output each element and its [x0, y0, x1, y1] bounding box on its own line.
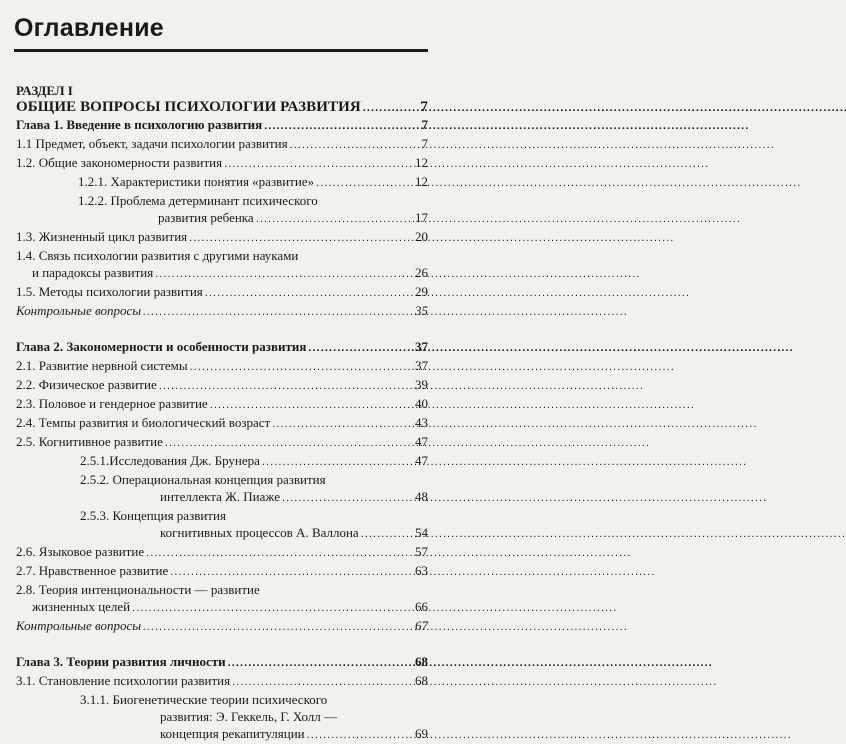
leader-dots [143, 304, 413, 321]
page-number: 20 [415, 229, 428, 244]
page-number: 39 [415, 377, 428, 392]
page-number: 26 [415, 265, 428, 280]
leader-dots [262, 454, 413, 471]
page-number: 7 [421, 136, 428, 151]
toc-subentry[interactable]: 2.5.3. Концепция развития когнитивных процессов А. Валлона . . . 54 [16, 507, 428, 543]
toc-chapter-3[interactable] [16, 653, 428, 672]
section-label: РАЗДЕЛ I [16, 83, 73, 98]
toc-entry[interactable]: 2.5. Когнитивное развитие . . . 47 [16, 433, 428, 452]
leader-dots [307, 727, 413, 744]
chapter-title: Глава 2. Закономерности и особенности развития [16, 339, 307, 354]
leader-dots [361, 526, 413, 543]
leader-dots [256, 211, 413, 228]
page-number: 57 [415, 544, 428, 559]
toc-entry[interactable]: 2.3. Половое и гендерное развитие . . . 40 [16, 395, 428, 414]
toc-entry[interactable]: 1.5. Методы психологии развития . . . 29 [16, 283, 428, 302]
toc-questions[interactable]: Контрольные вопросы . . . 35 [16, 302, 428, 321]
leader-dots [146, 545, 413, 562]
page-number: 68 [415, 673, 428, 688]
toc-subentry[interactable]: 2.5.2. Операциональная концепция развития интеллекта Ж. Пиаже . . . 48 [16, 471, 428, 507]
leader-dots [132, 600, 413, 617]
toc-entry[interactable]: 2.1. Развитие нервной системы . . . 37 [16, 357, 428, 376]
leader-dots [232, 674, 413, 691]
toc-questions[interactable]: Контрольные вопросы . . . 67 [16, 617, 428, 636]
toc-entry[interactable]: 1.2. Общие закономерности развития . . . 12 [16, 154, 428, 173]
page-number: 48 [415, 489, 428, 504]
toc-entry[interactable]: 2.6. Языковое развитие . . . 57 [16, 543, 428, 562]
page-number: 54 [415, 525, 428, 540]
toc-chapter-1[interactable] [16, 116, 428, 135]
leader-dots [190, 359, 413, 376]
page-number: 69 [415, 726, 428, 741]
page-number: 7 [421, 117, 428, 132]
toc-entry[interactable]: 1.4. Связь психологии развития с другими науками и парадоксы развития . . . 26 [16, 247, 428, 283]
leader-dots [159, 378, 413, 395]
page-number: 47 [415, 434, 428, 449]
page-number: 66 [415, 599, 428, 614]
toc-entry[interactable]: 2.8. Теория интенциональности — развитие жизненных целей . . . 66 [16, 581, 428, 617]
page-number: 40 [415, 396, 428, 411]
toc-subentry[interactable]: 1.2.1. Характеристики понятия «развитие» . . . 12 [16, 173, 428, 192]
leader-dots [210, 397, 413, 414]
page-number: 37 [415, 339, 428, 354]
toc-section-entry[interactable] [16, 99, 428, 116]
table-of-contents [16, 83, 428, 744]
chapter-title: Глава 1. Введение в психологию развития [16, 117, 263, 132]
toc-entry[interactable]: 2.2. Физическое развитие . . . 39 [16, 376, 428, 395]
page-number: 12 [415, 155, 428, 170]
toc-subentry[interactable]: 1.2.2. Проблема детерминант психического развития ребенка . . . 17 [16, 192, 428, 228]
leader-dots [282, 490, 413, 507]
title-underline [14, 49, 428, 52]
toc-subentry[interactable]: 2.5.1.Исследования Дж. Брунера . . . 47 [16, 452, 428, 471]
page-number: 43 [415, 415, 428, 430]
leader-dots [170, 564, 413, 581]
leader-dots [155, 266, 413, 283]
toc-entry[interactable]: 1.1 Предмет, объект, задачи психологии развития . . . 7 [16, 135, 428, 154]
toc-entry[interactable]: 3.1. Становление психологии развития . . . 68 [16, 672, 428, 691]
page-number: 35 [415, 303, 428, 318]
section-name: ОБЩИЕ ВОПРОСЫ ПСИХОЛОГИИ РАЗВИТИЯ [16, 99, 361, 115]
leader-dots [363, 102, 419, 114]
leader-dots [205, 285, 413, 302]
toc-entry[interactable]: 2.7. Нравственное развитие . . . 63 [16, 562, 428, 581]
chapter-title: Глава 3. Теории развития личности [16, 654, 226, 669]
toc-subentry[interactable]: 3.1.1. Биогенетические теории психического развития: Э. Геккель, Г. Холл — концепция рекапитуляции . . . 69 [16, 691, 428, 744]
leader-dots [189, 230, 413, 247]
toc-entry[interactable]: 1.3. Жизненный цикл развития . . . 20 [16, 228, 428, 247]
leader-dots [143, 619, 413, 636]
page-title: Оглавление [14, 14, 164, 42]
toc-entry[interactable]: 2.4. Темпы развития и биологический возраст . . . 43 [16, 414, 428, 433]
page-number: 37 [415, 358, 428, 373]
toc-chapter-2[interactable] [16, 338, 428, 357]
page-number: 29 [415, 284, 428, 299]
page-number: 7 [420, 99, 428, 115]
page-number: 68 [415, 654, 428, 669]
leader-dots [316, 175, 413, 192]
leader-dots [165, 435, 413, 452]
page-number: 12 [415, 174, 428, 189]
leader-dots [290, 137, 420, 154]
leader-dots [272, 416, 413, 433]
page-number: 47 [415, 453, 428, 468]
leader-dots [224, 156, 413, 173]
leader-dots [228, 655, 413, 672]
page-number: 67 [415, 618, 428, 633]
leader-dots [308, 340, 413, 357]
page-number: 63 [415, 563, 428, 578]
leader-dots [264, 118, 419, 135]
page-number: 17 [415, 210, 428, 225]
